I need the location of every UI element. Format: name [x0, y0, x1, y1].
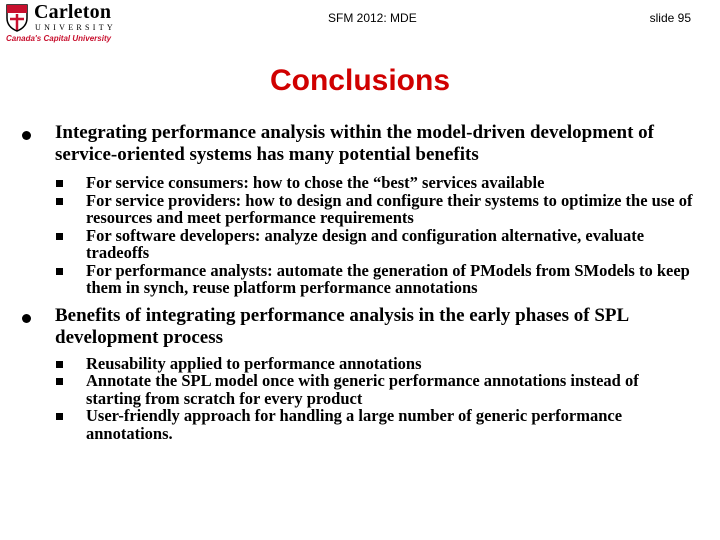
slide-title: Conclusions — [269, 64, 450, 97]
sub-bullet — [0, 262, 696, 297]
sub-bullet — [0, 407, 696, 442]
bullet-2-text: Benefits of integrating performance analysis in the early phases of SPL development process — [55, 304, 629, 348]
sub-bullet-text: Reusability applied to performance annotations — [86, 353, 422, 373]
sub-bullet — [0, 174, 696, 192]
slide-header — [0, 0, 720, 48]
square-bullet-icon — [56, 413, 63, 420]
square-bullet-icon — [56, 361, 63, 368]
logo-tagline: Canada's Capital University — [6, 34, 112, 43]
sub-bullet-text: For software developers: analyze design and configuration alternative, evaluate tradeoffs — [86, 225, 645, 262]
conference-label: SFM 2012: MDE — [328, 11, 417, 25]
sub-bullet-text: Annotate the SPL model once with generic performance annotations instead of starting from scratch for every product — [86, 371, 639, 408]
square-bullet-icon — [56, 180, 63, 187]
carleton-logo — [4, 1, 116, 43]
sub-bullet — [0, 192, 696, 227]
bullet-1-sublist — [0, 174, 720, 297]
square-bullet-icon — [56, 198, 63, 205]
bullet-1 — [0, 122, 700, 166]
sub-bullet — [0, 355, 696, 373]
square-bullet-icon — [56, 378, 63, 385]
shield-icon — [6, 4, 28, 32]
sub-bullet — [0, 372, 696, 407]
bullet-dot-icon — [22, 131, 31, 140]
sub-bullet — [0, 227, 696, 262]
square-bullet-icon — [56, 233, 63, 240]
sub-bullet-text: User-friendly approach for handling a large number of generic performance annotations. — [86, 406, 623, 443]
sub-bullet-text: For service providers: how to design and configure their systems to optimize the use of resources and meet performance requirements — [86, 190, 693, 227]
bullet-dot-icon — [22, 314, 31, 323]
slide-number: slide 95 — [649, 11, 691, 25]
sub-bullet-text: For service consumers: how to chose the “best” services available — [86, 173, 545, 192]
bullet-2 — [0, 305, 700, 349]
sub-bullet-text: For performance analysts: automate the generation of PModels from SModels to keep them in synch, reuse platform performance annotations — [86, 260, 690, 297]
bullet-2-sublist — [0, 355, 720, 443]
bullet-1-text: Integrating performance analysis within the model-driven development of service-oriented systems has many potential benefits — [55, 122, 654, 165]
logo-university: UNIVERSITY — [35, 23, 116, 32]
logo-wordmark: Carleton — [34, 1, 112, 23]
square-bullet-icon — [56, 268, 63, 275]
slide-content — [0, 122, 720, 442]
